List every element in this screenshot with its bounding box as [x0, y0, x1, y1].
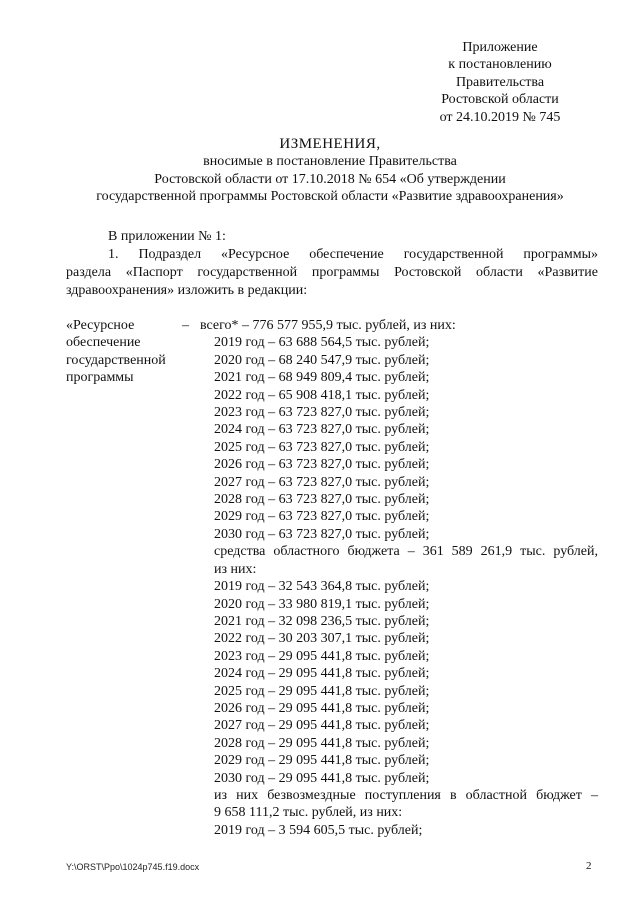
regional-year-line: 2029 год – 29 095 441,8 тыс. рублей;: [214, 753, 430, 769]
intro-paragraph: [66, 228, 598, 300]
intro-line: 1. Подраздел «Ресурсное обеспечение государственной программы»: [108, 247, 598, 262]
section-dash: –: [182, 318, 189, 333]
funding-year-line: 2025 год – 63 723 827,0 тыс. рублей;: [214, 439, 430, 455]
funding-year-line: 2019 год – 63 688 564,5 тыс. рублей;: [214, 335, 430, 351]
section-label-line: обеспечение: [66, 335, 141, 351]
intro-line: раздела «Паспорт государственной программы Ростовской области «Развитие: [66, 265, 598, 280]
regional-year-line: 2025 год – 29 095 441,8 тыс. рублей;: [214, 683, 430, 699]
section-label-line: программы: [66, 370, 134, 386]
funding-year-line: 2028 год – 63 723 827,0 тыс. рублей;: [214, 492, 430, 508]
regional-year-line: 2027 год – 29 095 441,8 тыс. рублей;: [214, 718, 430, 734]
title-heading: ИЗМЕНЕНИЯ,: [279, 136, 381, 152]
funding-year-line: 2021 год – 68 949 809,4 тыс. рублей;: [214, 370, 430, 386]
regional-year-line: 2021 год – 32 098 236,5 тыс. рублей;: [214, 613, 430, 629]
regional-budget-line: из них:: [214, 561, 257, 577]
regional-year-line: 2020 год – 33 980 819,1 тыс. рублей;: [214, 596, 430, 612]
regional-year-line: 2030 год – 29 095 441,8 тыс. рублей;: [214, 770, 430, 786]
funding-year-line: 2029 год – 63 723 827,0 тыс. рублей;: [214, 509, 430, 525]
document-title: [60, 136, 600, 206]
funding-year-line: 2024 год – 63 723 827,0 тыс. рублей;: [214, 422, 430, 438]
regional-year-line: 2019 год – 32 543 364,8 тыс. рублей;: [214, 579, 430, 595]
appendix-line: от 24.10.2019 № 745: [439, 109, 561, 125]
file-path: Y:\ORST\Ppo\1024p745.f19.docx: [66, 862, 200, 872]
funding-year-line: 2023 год – 63 723 827,0 тыс. рублей;: [214, 405, 430, 421]
funding-year-line: 2027 год – 63 723 827,0 тыс. рублей;: [214, 474, 430, 490]
regional-year-line: 2028 год – 29 095 441,8 тыс. рублей;: [214, 735, 430, 751]
title-line: вносимые в постановление Правительства: [203, 154, 457, 170]
intro-line: В приложении № 1:: [108, 229, 226, 244]
appendix-line: Приложение: [462, 40, 538, 55]
funding-year-line: 2022 год – 65 908 418,1 тыс. рублей;: [214, 387, 430, 403]
regional-year-line: 2024 год – 29 095 441,8 тыс. рублей;: [214, 666, 430, 682]
section-label-line: государственной: [66, 352, 166, 368]
funding-year-line: 2020 год – 68 240 547,9 тыс. рублей;: [214, 352, 430, 368]
page-number: 2: [586, 860, 592, 872]
gratuitous-line: 9 658 111,2 тыс. рублей, из них:: [214, 805, 403, 821]
appendix-line: Ростовской области: [441, 92, 559, 108]
title-line: Ростовской области от 17.10.2018 № 654 «Об утверждении: [154, 171, 506, 187]
funding-total: всего* – 776 577 955,9 тыс. рублей, из них:: [200, 318, 456, 333]
appendix-line: Правительства: [455, 74, 545, 90]
regional-year-line: 2026 год – 29 095 441,8 тыс. рублей;: [214, 700, 430, 716]
regional-budget-line: средства областного бюджета – 361 589 261,9 тыс. рублей,: [214, 544, 598, 560]
intro-line: здравоохранения» изложить в редакции:: [66, 283, 308, 298]
funding-details: [200, 317, 598, 839]
title-line: государственной программы Ростовской области «Развитие здравоохранения»: [96, 189, 564, 205]
gratuitous-year-line: 2019 год – 3 594 605,5 тыс. рублей;: [214, 822, 423, 838]
funding-year-line: 2026 год – 63 723 827,0 тыс. рублей;: [214, 457, 430, 473]
funding-year-line: 2030 год – 63 723 827,0 тыс. рублей;: [214, 526, 430, 542]
section-label-line: «Ресурсное: [66, 318, 135, 333]
section-label: [66, 317, 186, 387]
regional-year-line: 2023 год – 29 095 441,8 тыс. рублей;: [214, 648, 430, 664]
appendix-line: к постановлению: [448, 57, 552, 73]
gratuitous-line: из них безвозмездные поступления в областной бюджет –: [214, 787, 598, 803]
appendix-header: [420, 39, 580, 126]
regional-year-line: 2022 год – 30 203 307,1 тыс. рублей;: [214, 631, 430, 647]
